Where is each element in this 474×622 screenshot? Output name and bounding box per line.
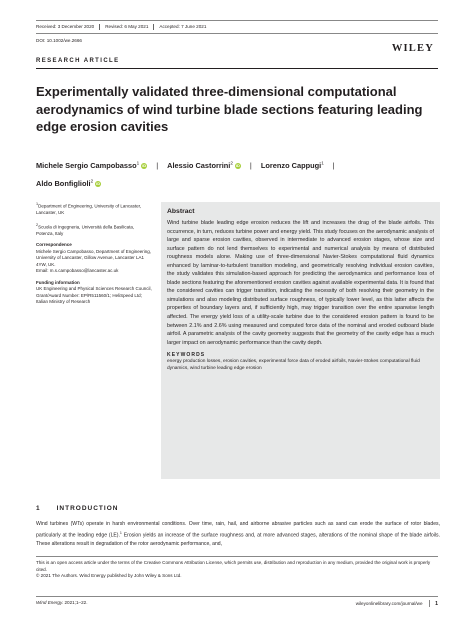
article-title: Experimentally validated three-dimensional computational aerodynamics of wind turbine blade sections featuring leading edge erosion cavities [36,84,423,134]
affiliation-1: $^1$Department of Engineering, University of Lancaster, Lancaster, UK [36,202,142,215]
journal-citation: Wind Energy. 2021;1–22. [36,600,88,605]
author-2[interactable]: Alessio Castorrini$^2$ iD [167,161,240,171]
revised-date: Revised: 6 May 2021 [105,24,154,30]
license-footnote: This is an open access article under the terms of the Creative Commons Attribution License, which permits use, distribution and reproduction in any medium, provided the original work is properly cited. © 2021 The Authors. Wind Energy published by John Wiley & Sons Ltd. [36,560,431,579]
article-dates [36,20,438,34]
footer-right [356,600,438,607]
accepted-date: Accepted: 7 June 2021 [159,24,207,29]
keywords-text: energy production losses, erosion cavities, experimental force data of eroded airfoils, Navier-Stokes computational fluid dynamics, wind turbine leading edge erosion [167,359,420,372]
keywords-heading: KEYWORDS [167,352,206,359]
page-number: 1 [435,600,438,607]
citation-ref[interactable]: 1 [119,530,122,535]
publisher-logo: WILEY [391,43,434,54]
author-separator: | [332,161,335,171]
orcid-icon[interactable]: iD [96,180,101,186]
footer-divider [36,596,438,597]
correspondence: Correspondence Michele Sergio Campobasso, Department of Engineering, University of Lancaster, Gillow Avenue, Lancaster LA1 4YW, UK. Email: m.s.campobasso@lancaster.ac.uk [36,242,152,273]
orcid-icon[interactable]: iD [235,163,240,169]
funding-info: Funding information UK Engineering and Physical Sciences Research Council, Grant/Award Number: EP/R511560/1; HeliSpeed Ltd; Italian Ministry of Research [36,279,152,304]
introduction-heading: 1 INTRODUCTION [36,505,119,512]
footer-separator [429,600,430,607]
journal-url[interactable]: wileyonlinelibrary.com/journal/we [355,601,423,606]
author-list [36,156,436,191]
author-separator: | [249,161,252,171]
abstract-text: Wind turbine blade leading edge erosion reduces the lift and increases the drag of the blade airfoils. This occurrence, in turn, reduces turbine power and energy yield. This study focuses on the aerodynamic analysis of large and sparse erosion cavities, observed in intermediate to advanced erosion stages, whose size and surface pattern do not lend themselves to experimental and numerical analysis by means of distributed roughness models alone. Making use of three-dimensional Navier-Stokes computational fluid dynamics enhanced by laminar-to-turbulent transition modeling, and geometrically resolving individual erosion cavities, the study validates this simulation-based approach for predicting the aerodynamics and performance loss of blade sections featuring the aforementioned erosion cavities against available experimental data. It is found that the considered cavities can trigger transition, indicating the necessity of both resolving their geometry in the simulations and also modeling distributed surface roughness, of typically lower level, as this latter affects the properties of boundary layers and, if sufficiently high, may trigger transition over the entire spanwise length affected. The energy yield loss of a utility-scale turbine due to the considered erosion pattern is found to be between 2.1% and 2.6% using measured and computed force data of the nominal and eroded outboard blade airfoil. A parametric analysis of the cavity geometry suggests that the geometry of the cavity edge has a much larger impact on aerodynamic performance than the cavity depth. [167,220,434,346]
author-4[interactable]: Aldo Bonfiglioli$^2$ iD [36,178,101,188]
orcid-icon[interactable]: iD [142,163,147,169]
author-3[interactable]: Lorenzo Cappugi$^1$ [260,161,324,171]
introduction-text: Wind turbines (WTs) operate in harsh environmental conditions. Over time, rain, hail, and airborne abrasive particles such as sand can erode the surface of rotor blades, particularly at the leading edge (LE).$^1$ Erosion yields an increase of the surface roughness and, at more advanced stages, alterations of the nominal shape of the blade airfoils. These alterations result in degradation of the rotor aerodynamic performance, and, [36,521,440,548]
doi[interactable]: DOI: 10.1002/we.2666 [36,38,82,43]
affiliation-2: $^2$Scuola di Ingegneria, Università della Basilicata, Potenza, Italy [36,222,135,236]
abstract-box [161,202,440,479]
correspondence-email[interactable]: Email: m.s.campobasso@lancaster.ac.uk [36,268,119,273]
author-separator: | [156,161,159,171]
received-date: Received: 3 December 2020 [36,24,100,30]
affiliations-column [36,201,152,311]
abstract-heading: Abstract [167,208,195,215]
footnote-divider [36,556,438,557]
author-1[interactable]: Michele Sergio Campobasso$^1$ iD [36,161,147,171]
section-label: RESEARCH ARTICLE [36,58,120,64]
section-divider [36,68,438,69]
